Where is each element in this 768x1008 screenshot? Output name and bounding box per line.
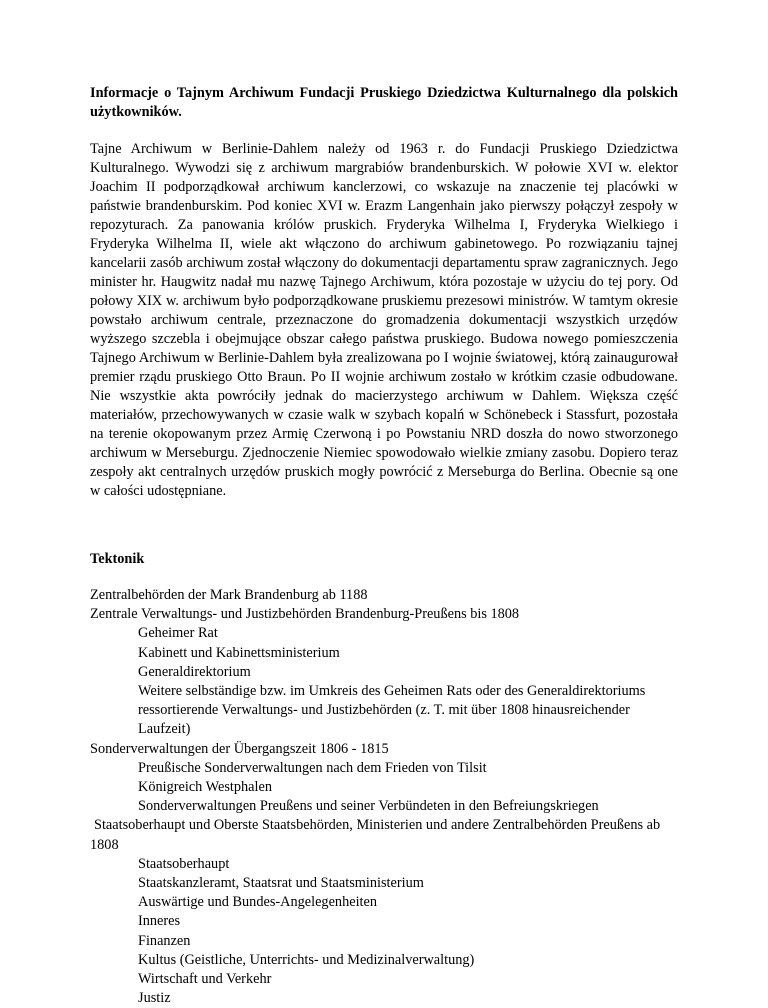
tektonik-item: Wirtschaft und Verkehr: [138, 971, 272, 988]
section-heading-tektonik: Tektonik: [90, 551, 145, 567]
tektonik-item: Geheimer Rat: [138, 625, 218, 642]
tektonik-item: Auswärtige und Bundes-Angelegenheiten: [138, 894, 378, 911]
tektonik-item: Staatsoberhaupt: [138, 855, 230, 872]
tektonik-item: Staatskanzleramt, Staatsrat und Staatsministerium: [138, 875, 424, 892]
document-page: [90, 84, 678, 1008]
tektonik-list: [90, 586, 678, 1008]
intro-paragraph: Tajne Archiwum w Berlinie-Dahlem należy od 1963 r. do Fundacji Pruskiego Dziedzictwa Kulturalnego. Wywodzi się z archiwum margrabiów brandenburskich. W połowie XVI w. elektor Joachim II podporządkował archiwum kanclerzowi, co wskazuje na znaczenie tej placówki w państwie brandenburskim. Pod koniec XVI w. Erazm Langenhain jako pierwszy połączył zespoły w repozyturach. Za panowania królów pruskich. Fryderyka Wilhelma I, Fryderyka Wielkiego i Fryderyka Wilhelma II, wiele akt włączono do archiwum gabinetowego. Po rozwiązaniu tajnej kancelarii zasób archiwum został włączony do dokumentacji departamentu spraw zagranicznych. Jego minister hr. Haugwitz nadał mu nazwę Tajnego Archiwum, która pozostaje w użyciu do tej pory. Od połowy XIX w. archiwum było podporządkowane pruskiemu prezesowi ministrów. W tamtym okresie powstało archiwum centrale, przeznaczone do gromadzenia dokumentacji wszystkich urzędów wyższego szczebla i obejmujące obszar całego państwa pruskiego. Budowa nowego pomieszczenia Tajnego Archiwum w Berlinie-Dahlem była zrealizowana po I wojnie światowej, którą zainaugurował premier rządu pruskiego Otto Braun. Po II wojnie archiwum zostało w krótkim czasie odbudowane. Nie wszystkie akta powróciły jednak do macierzystego archiwum w Dahlem. Większa część materiałów, przechowywanych w czasie walk w szybach kopalń w Schönebeck i Stassfurt, pozostała na terenie okopowanym przez Armię Czerwoną i po Powstaniu NRD doszła do nowo stworzonego archiwum w Merseburgu. Zjednoczenie Niemiec spowodowało wielkie zmiany zasobu. Dopiero teraz zespoły akt centralnych urzędów pruskich mogły powrócić z Merseburga do Berlina. Obecnie są one w całości udostępniane.: [90, 141, 678, 499]
tektonik-item: Zentrale Verwaltungs- und Justizbehörden Brandenburg-Preußens bis 1808: [90, 606, 520, 623]
tektonik-item: Sonderverwaltungen der Übergangszeit 1806 - 1815: [90, 740, 389, 757]
tektonik-item: Sonderverwaltungen Preußens und seiner Verbündeten in den Befreiungskriegen: [138, 798, 599, 815]
tektonik-item: Weitere selbständige bzw. im Umkreis des Geheimen Rats oder des Generaldirektoriums ressortierende Verwaltungs- und Justizbehörden (z. T. mit über 1808 hinausreichender Laufzeit): [138, 683, 646, 738]
tektonik-item: Inneres: [138, 913, 181, 930]
tektonik-item: Zentralbehörden der Mark Brandenburg ab 1188: [90, 587, 368, 603]
tektonik-item: Königreich Westphalen: [138, 779, 272, 796]
tektonik-item: Staatsoberhaupt und Oberste Staatsbehörden, Ministerien und andere Zentralbehörden Preußens ab 1808: [90, 817, 661, 853]
tektonik-item: Kabinett und Kabinettsministerium: [138, 644, 340, 661]
tektonik-item: Generaldirektorium: [138, 663, 251, 680]
document-title: Informacje o Tajnym Archiwum Fundacji Pruskiego Dziedzictwa Kulturnalnego dla polskich użytkowników.: [90, 85, 678, 120]
tektonik-item: Justiz: [138, 990, 171, 1007]
tektonik-item: Preußische Sonderverwaltungen nach dem Frieden von Tilsit: [138, 759, 487, 776]
tektonik-item: Kultus (Geistliche, Unterrichts- und Medizinalverwaltung): [138, 951, 475, 968]
tektonik-item: Finanzen: [138, 932, 191, 949]
